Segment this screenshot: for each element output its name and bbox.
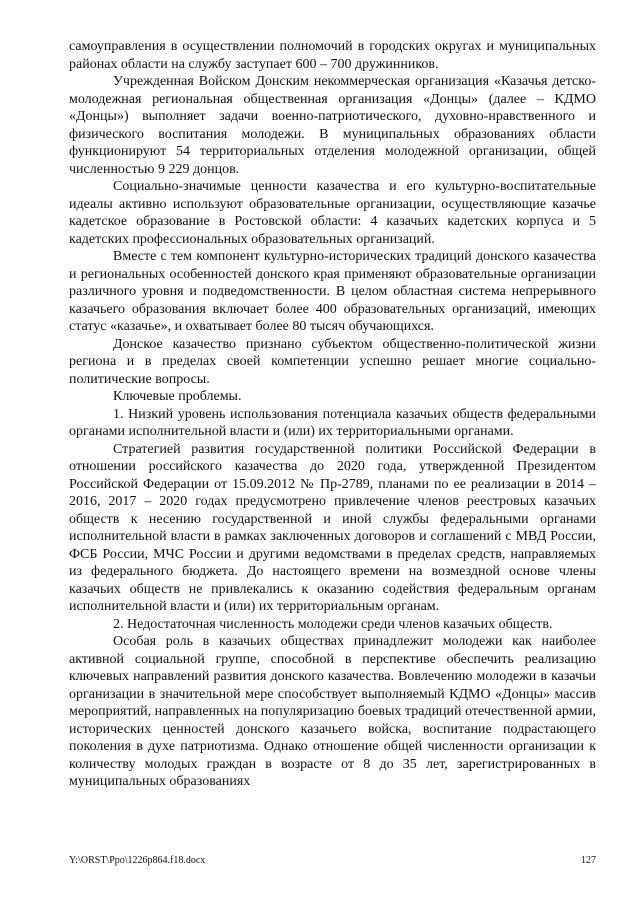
paragraph-education-system: Вместе с тем компонент культурно-исторических традиций донского казачества и региональных особенностей донского края применяют образовательные организации различного уровня и подведомственности. В целом областная система непрерывного казачьего образования включает более 400 образовательных организаций, имеющих статус «казачье», и охватывает более 80 тысяч обучающихся. — [69, 249, 596, 334]
page-number: 127 — [581, 855, 596, 866]
document-body — [69, 38, 596, 791]
paragraph-continuation: самоуправления в осуществлении полномочий в городских округах и муниципальных районах области на службу заступает 600 – 700 дружинников. — [69, 39, 596, 72]
paragraph-political-life: Донское казачество признано субъектом общественно-политической жизни региона и в пределах своей компетенции успешно решает многие социально-политические вопросы. — [69, 336, 596, 387]
paragraph-cadet-education: Социально-значимые ценности казачества и его культурно-воспитательные идеалы активно используют образовательные организации, осуществляющие казачье кадетское образование в Ростовской области: 4 казачьих кадетских корпуса и 5 кадетских профессиональных образовательных организаций. — [69, 179, 596, 247]
paragraph-key-problems-heading: Ключевые проблемы. — [113, 389, 242, 404]
page-footer — [69, 855, 596, 869]
paragraph-kdmo-dontsy: Учрежденная Войском Донским некоммерческая организация «Казачья детско-молодежная региональная общественная организация «Донцы» (далее – КДМО «Донцы») выполняет задачи военно-патриотического, духовно-нравственного и физического воспитания молодежи. В муниципальных образованиях области функционируют 54 территориальных отделения молодежной организации, общей численностью 9 229 донцов. — [69, 74, 596, 177]
paragraph-strategy: Стратегией развития государственной политики Российской Федерации в отношении российского казачества до 2020 года, утвержденной Президентом Российской Федерации от 15.09.2012 № Пр-2789, планами по ее реализации в 2014 – 2016, 2017 – 2020 годах предусмотрено привлечение членов реестровых казачьих обществ к несению государственной и иной службы федеральными органами исполнительной власти в рамках заключенных договоров и соглашений с МВД России, ФСБ России, МЧС России и другими ведомствами в пределах средств, направляемых из федерального бюджета. До настоящего времени на возмездной основе члены казачьих обществ не привлекались к оказанию содействия федеральным органам исполнительной власти и (или) их территориальным органам. — [69, 441, 596, 614]
footer-file-path: Y:\ORST\Ppo\1226p864.f18.docx — [69, 855, 206, 866]
paragraph-youth-role: Особая роль в казачьих обществах принадлежит молодежи как наиболее активной социальной группе, способной в перспективе обеспечить реализацию ключевых направлений развития донского казачества. Вовлечению молодежи в казачьи организации в значительной мере способствует выполняемый КДМО «Донцы» массив мероприятий, направленных на популяризацию боевых традиций отечественной армии, исторических ценностей донского казачьего войска, воспитание подрастающего поколения в духе патриотизма. Однако отношение общей численности организации к количеству молодых граждан в возрасте от 8 до 35 лет, зарегистрированных в муниципальных образованиях — [69, 634, 596, 789]
paragraph-problem-2: 2. Недостаточная численность молодежи среди членов казачьих обществ. — [113, 616, 553, 632]
paragraph-problem-1: 1. Низкий уровень использования потенциала казачьих обществ федеральными органами исполнительной власти и (или) их территориальными органами. — [69, 406, 596, 439]
